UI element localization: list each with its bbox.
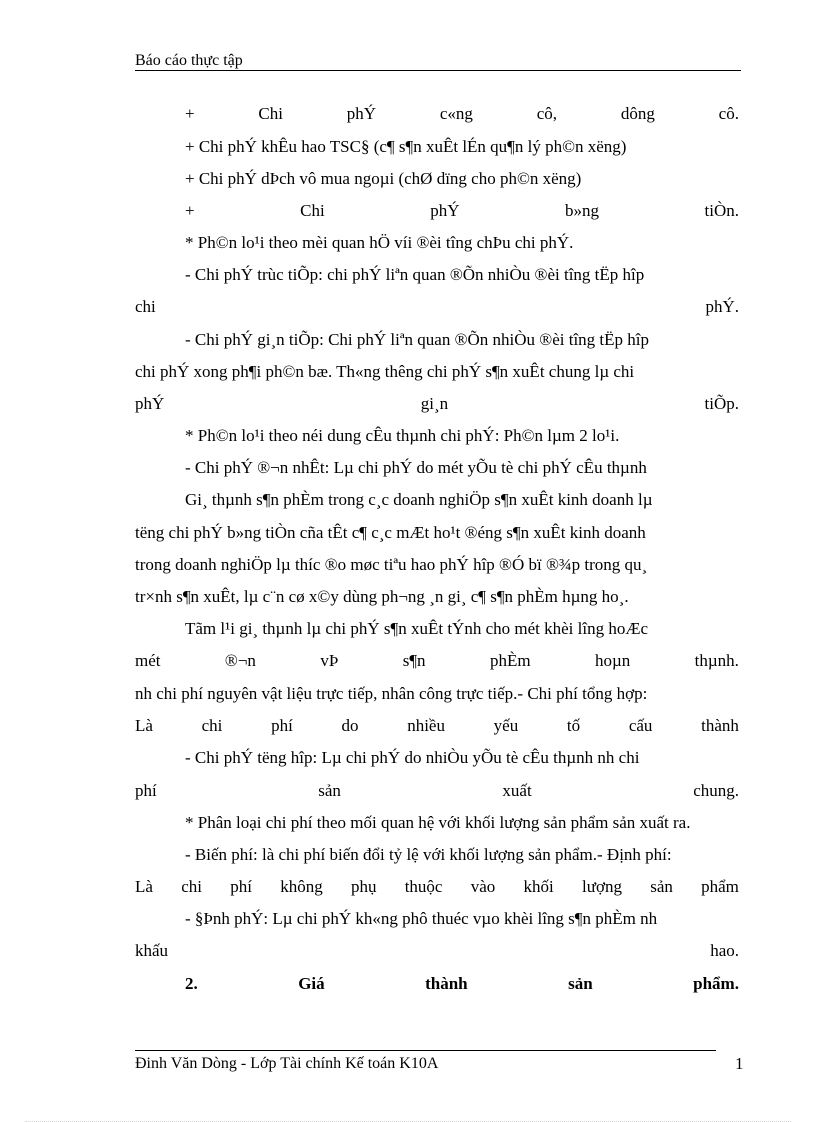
word: cô. bbox=[718, 104, 739, 123]
word: b»ng bbox=[564, 201, 599, 220]
text-line-15: trong doanh nghiÖp lµ thíc ®o møc tiªu hao phÝ hîp ®Ó bï ®¾p trong qu¸ bbox=[135, 555, 648, 574]
text-line-8: - Chi phÝ gi¸n tiÕp: Chi phÝ liªn quan ®Õn nhiÒu ®èi tîng tËp hîp bbox=[185, 330, 650, 349]
word: Là bbox=[135, 877, 153, 896]
text-line-12: - Chi phÝ ®¬n nhÊt: Lµ chi phÝ do mét yÕu tè chi phÝ cÊu thµnh bbox=[185, 458, 647, 477]
word: + bbox=[185, 201, 195, 220]
page-header-title: Báo cáo thực tập bbox=[135, 52, 243, 69]
text-line-25 bbox=[135, 876, 739, 898]
word: tiÒn. bbox=[704, 201, 739, 220]
word: cô, bbox=[536, 104, 558, 123]
word: phÝ bbox=[135, 394, 165, 413]
word: + bbox=[185, 104, 195, 123]
word: Chi bbox=[258, 104, 283, 123]
word: chi bbox=[181, 877, 202, 896]
word: phí bbox=[230, 877, 252, 896]
word: vÞ bbox=[320, 651, 339, 670]
word: s¶n bbox=[402, 651, 426, 670]
word: phÝ. bbox=[705, 297, 739, 316]
word: hoµn bbox=[594, 651, 631, 670]
word: không bbox=[280, 877, 323, 896]
word: mét bbox=[135, 651, 161, 670]
word: chi bbox=[201, 716, 223, 735]
text-line-13: Gi¸ thµnh s¶n phÈm trong c¸c doanh nghiÖp s¶n xuÊt kinh doanh lµ bbox=[185, 490, 653, 509]
word: tố bbox=[566, 716, 581, 735]
word: thµnh. bbox=[694, 651, 739, 670]
word: sản bbox=[318, 781, 341, 800]
word: dông bbox=[620, 104, 655, 123]
word: lượng bbox=[582, 877, 622, 896]
word: phí bbox=[271, 716, 293, 735]
header-rule bbox=[135, 70, 741, 71]
word: phụ bbox=[350, 877, 377, 896]
text-line-23: * Phân loại chi phí theo mối quan hệ với khối lượng sản phẩm sản xuất ra. bbox=[185, 813, 691, 832]
text-line-9: chi phÝ xong ph¶i ph©n bæ. Th«ng thêng chi phÝ s¶n xuÊt chung lµ chi bbox=[135, 362, 635, 381]
word: 2. bbox=[185, 974, 198, 993]
word: phÝ bbox=[346, 104, 377, 123]
text-line-10 bbox=[135, 393, 739, 415]
page-edge-rule bbox=[25, 1121, 791, 1122]
section-heading bbox=[185, 973, 739, 995]
word: do bbox=[341, 716, 359, 735]
text-line-14: tëng chi phÝ b»ng tiÒn cña tÊt c¶ c¸c mÆt ho¹t ®éng s¶n xuÊt kinh doanh bbox=[135, 523, 646, 542]
footer-author-line: Đinh Văn Dòng - Lớp Tài chính Kế toán K10A bbox=[135, 1055, 439, 1072]
text-line-6: - Chi phÝ trùc tiÕp: chi phÝ liªn quan ®Õn nhiÒu ®èi tîng tËp hîp bbox=[185, 265, 645, 284]
text-line-7 bbox=[135, 296, 739, 318]
word: khấu bbox=[135, 941, 169, 960]
word: Chi bbox=[300, 201, 325, 220]
word: Giá bbox=[298, 974, 325, 993]
word: thuộc bbox=[404, 877, 443, 896]
word: phẩm bbox=[701, 877, 739, 896]
text-line-4 bbox=[185, 200, 739, 222]
word: khối bbox=[523, 877, 554, 896]
word: gi¸n bbox=[420, 394, 449, 413]
word: phÈm bbox=[489, 651, 531, 670]
word: nhiều bbox=[407, 716, 445, 735]
word: sản bbox=[650, 877, 673, 896]
footer-rule bbox=[135, 1050, 716, 1051]
word: tiÕp. bbox=[704, 394, 739, 413]
text-line-19: nh chi phí nguyên vật liệu trực tiếp, nhân công trực tiếp.- Chi phí tổng hợp: bbox=[135, 684, 648, 703]
text-line-18 bbox=[135, 650, 739, 672]
word: sản bbox=[568, 974, 593, 993]
word: vào bbox=[470, 877, 496, 896]
word: c«ng bbox=[439, 104, 473, 123]
word: phẩm. bbox=[693, 974, 739, 993]
word: thành bbox=[425, 974, 468, 993]
text-line-20 bbox=[135, 715, 739, 737]
text-line-5: * Ph©n lo¹i theo mèi quan hÖ víi ®èi tîng chÞu chi phÝ. bbox=[185, 233, 574, 252]
text-line-21: - Chi phÝ tëng hîp: Lµ chi phÝ do nhiÒu yÕu tè cÊu thµnh nh chi bbox=[185, 748, 640, 767]
text-line-27 bbox=[135, 940, 739, 962]
text-line-17: Tãm l¹i gi¸ thµnh lµ chi phÝ s¶n xuÊt tÝnh cho mét khèi lîng hoÆc bbox=[185, 619, 649, 638]
word: ®¬n bbox=[224, 651, 256, 670]
word: phÝ bbox=[430, 201, 460, 220]
text-line-22 bbox=[135, 780, 739, 802]
word: yếu bbox=[493, 716, 519, 735]
text-line-1 bbox=[185, 103, 739, 125]
text-line-2: + Chi phÝ khÊu hao TSC§ (c¶ s¶n xuÊt lÉn qu¶n lý ph©n xëng) bbox=[185, 137, 627, 156]
word: xuất bbox=[502, 781, 532, 800]
word: chi bbox=[135, 297, 156, 316]
word: thành bbox=[701, 716, 739, 735]
page-number: 1 bbox=[735, 1054, 744, 1073]
word: Là bbox=[135, 716, 153, 735]
text-line-24: - Biến phí: là chi phí biến đổi tỷ lệ với khối lượng sản phẩm.- Định phí: bbox=[185, 845, 672, 864]
text-line-3: + Chi phÝ dÞch vô mua ngoµi (chØ dïng cho ph©n xëng) bbox=[185, 169, 582, 188]
text-line-26: - §Þnh phÝ: Lµ chi phÝ kh«ng phô thuéc vµo khèi lîng s¶n phÈm nh bbox=[185, 909, 658, 928]
word: cấu bbox=[628, 716, 653, 735]
word: hao. bbox=[710, 941, 739, 960]
word: phí bbox=[135, 781, 157, 800]
text-line-16: tr×nh s¶n xuÊt, lµ c¨n cø x©y dùng ph¬ng ¸n gi¸ c¶ s¶n phÈm hµng ho¸. bbox=[135, 587, 629, 606]
text-line-11: * Ph©n lo¹i theo néi dung cÊu thµnh chi phÝ: Ph©n lµm 2 lo¹i. bbox=[185, 426, 620, 445]
word: chung. bbox=[693, 781, 739, 800]
